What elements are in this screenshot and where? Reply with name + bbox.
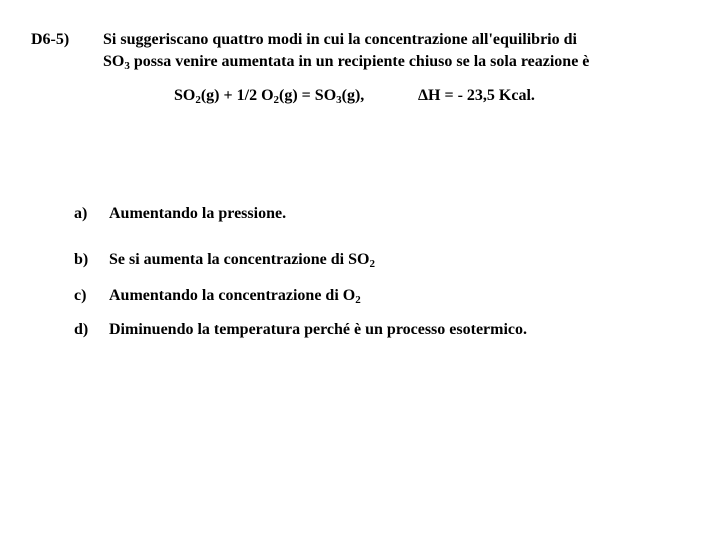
answer-label: d) xyxy=(74,321,89,338)
answer-label: b) xyxy=(74,251,89,268)
answer-text: Aumentando la concentrazione di $O_2$ xyxy=(109,287,361,306)
question-line-1: Si suggeriscano quattro modi in cui la concentrazione all'equilibrio di xyxy=(103,31,577,48)
answer-text: Se si aumenta la concentrazione di $SO_2$ xyxy=(109,251,375,270)
answer-label: c) xyxy=(74,287,87,304)
reaction-equation: $SO_2(g) + 1/2$ $O_2(g) = SO_3(g)$, xyxy=(174,87,365,106)
question-so3-formula: SO xyxy=(103,53,125,70)
question-line-2-text: possa venire aumentata in un recipiente chiuso se la sola reazione è xyxy=(129,53,590,70)
question-line-2: $SO_3$ possa venire aumentata in un recipiente chiuso se la sola reazione è xyxy=(103,53,590,72)
answer-text: Diminuendo la temperatura perché è un processo esotermico. xyxy=(109,321,528,338)
answer-label: a) xyxy=(74,205,88,222)
problem-id: D6-5) xyxy=(31,31,70,48)
answer-text: Aumentando la pressione. xyxy=(109,205,287,222)
enthalpy-change: ΔH = - 23,5 Kcal. xyxy=(418,87,535,104)
delta-symbol: Δ xyxy=(418,87,429,104)
